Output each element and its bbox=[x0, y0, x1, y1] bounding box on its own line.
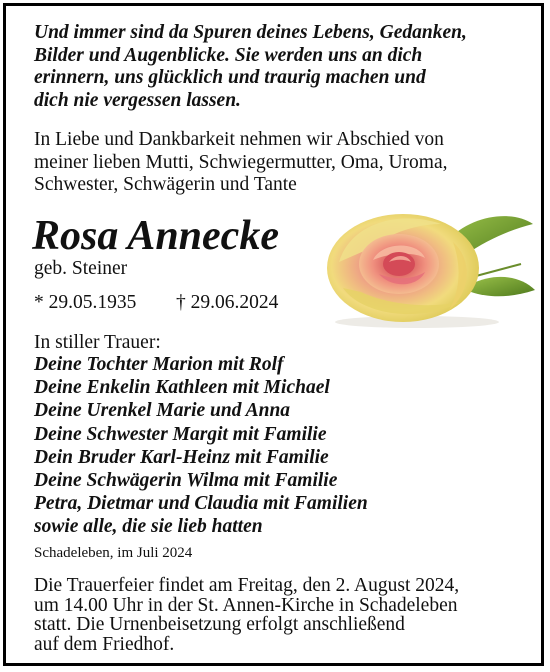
farewell-intro bbox=[34, 129, 447, 197]
quote-line: Bilder und Augenblicke. Sie werden uns an dich bbox=[34, 44, 423, 66]
place-date: Schadeleben, im Juli 2024 bbox=[34, 545, 193, 561]
intro-line: In Liebe und Dankbarkeit nehmen wir Abschied von bbox=[34, 129, 444, 150]
funeral-line: Die Trauerfeier findet am Freitag, den 2. August 2024, bbox=[34, 575, 460, 596]
opening-quote bbox=[34, 22, 467, 112]
mourner-line: Deine Urenkel Marie und Anna bbox=[34, 400, 291, 422]
funeral-line: auf dem Friedhof. bbox=[34, 633, 175, 655]
deceased-name: Rosa Annecke bbox=[32, 213, 279, 259]
mourners-list bbox=[34, 353, 368, 539]
obituary-notice bbox=[3, 3, 544, 666]
birth-date: * 29.05.1935 bbox=[34, 292, 137, 313]
intro-line: meiner lieben Mutti, Schwiegermutter, Oma, Uroma, bbox=[34, 151, 448, 173]
mourner-line: sowie alle, die sie lieb hatten bbox=[34, 516, 263, 538]
mourner-line: Dein Bruder Karl-Heinz mit Familie bbox=[34, 446, 329, 468]
mourner-line: Deine Enkelin Kathleen mit Michael bbox=[34, 377, 330, 399]
mourner-line: Deine Schwester Margit mit Familie bbox=[34, 423, 327, 445]
funeral-line: um 14.00 Uhr in der St. Annen-Kirche in Schadeleben bbox=[34, 594, 458, 616]
mourner-line: Deine Schwägerin Wilma mit Familie bbox=[34, 469, 338, 491]
rose-image bbox=[321, 202, 539, 330]
leaf-shape bbox=[471, 277, 535, 296]
quote-line: erinnern, uns glücklich und traurig machen und bbox=[34, 67, 426, 88]
funeral-details bbox=[34, 576, 459, 654]
maiden-name: geb. Steiner bbox=[34, 258, 128, 279]
quote-line: Und immer sind da Spuren deines Lebens, Gedanken, bbox=[34, 22, 467, 43]
intro-line: Schwester, Schwägerin und Tante bbox=[34, 174, 297, 195]
mourner-line: Deine Tochter Marion mit Rolf bbox=[34, 354, 284, 375]
funeral-line: statt. Die Urnenbeisetzung erfolgt anschließend bbox=[34, 614, 405, 635]
quote-line: dich nie vergessen lassen. bbox=[34, 89, 241, 111]
mourners-heading: In stiller Trauer: bbox=[34, 332, 161, 353]
mourner-line: Petra, Dietmar und Claudia mit Familien bbox=[34, 493, 368, 515]
death-date: † 29.06.2024 bbox=[176, 292, 279, 313]
